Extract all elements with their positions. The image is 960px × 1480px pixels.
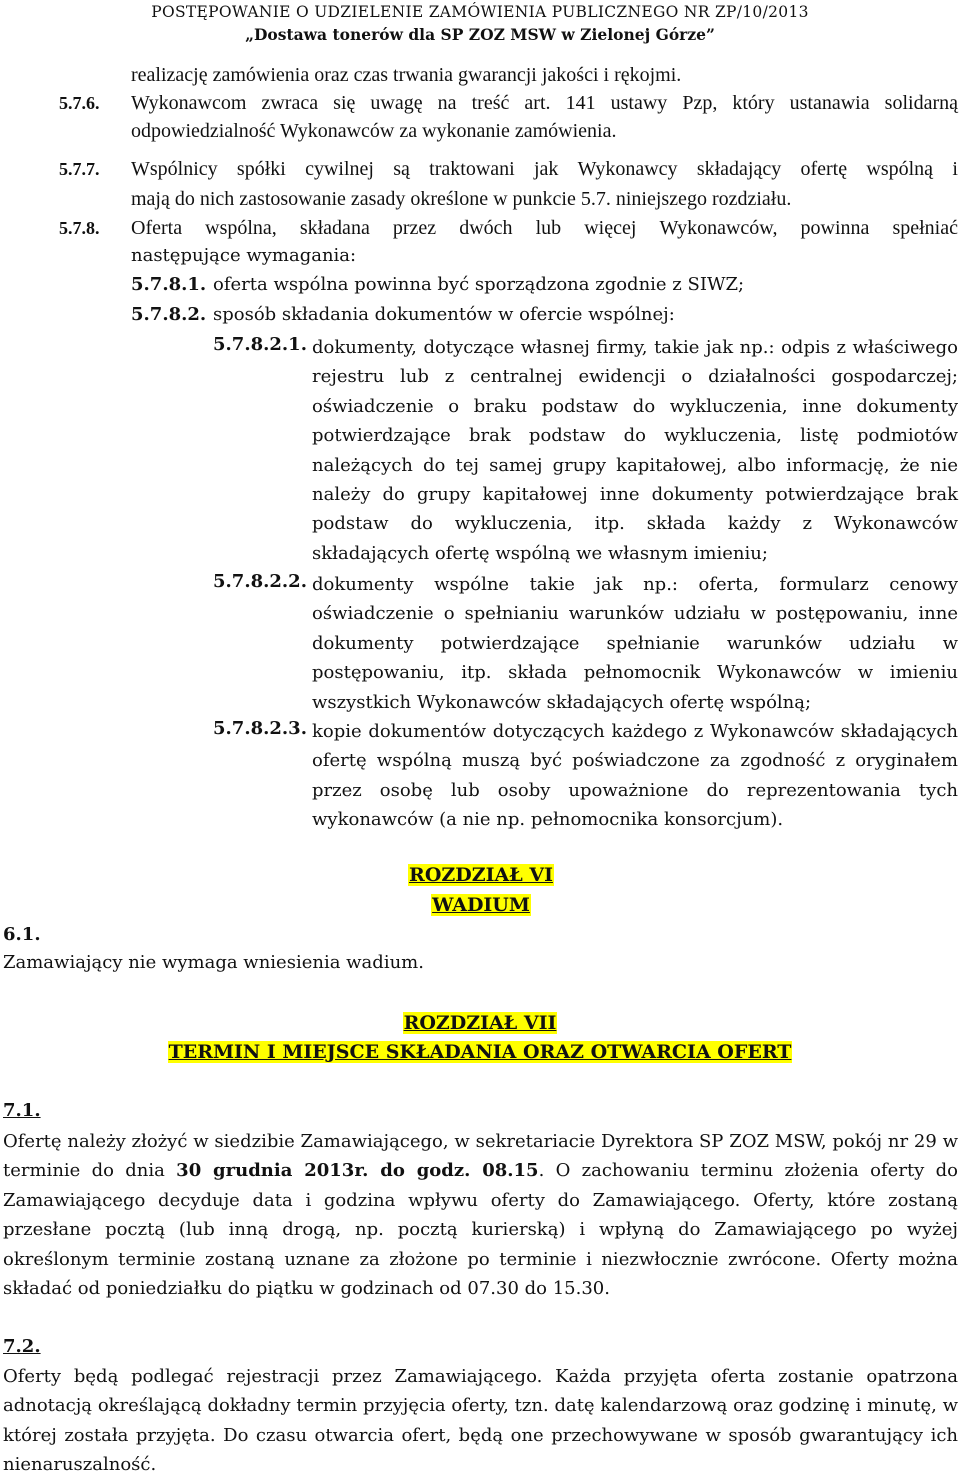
clause-5-7-8-2-1-number: 5.7.8.2.1.: [213, 334, 307, 355]
header-subtitle: „Dostawa tonerów dla SP ZOZ MSW w Zielonej Górze”: [245, 25, 715, 44]
clause-5-7-8-number: 5.7.8.: [59, 218, 100, 238]
section-7-1-text: [3, 1127, 958, 1303]
clause-5-7-8-2-number: 5.7.8.2.: [131, 304, 207, 325]
clause-5-7-8-2-3-text: kopie dokumentów dotyczących każdego z Wykonawców składających ofertę wspólną muszą być poświadczone za zgodność z oryginałem przez osobę lub osoby upoważnione do reprezentowania tych wykonawców (a nie np. pełnomocnika konsorcjum).: [312, 721, 958, 831]
chapter-7-subtitle-text: TERMIN I MIEJSCE SKŁADANIA ORAZ OTWARCIA OFERT: [168, 1041, 792, 1063]
clause-5-7-5-cont: realizację zamówienia oraz czas trwania gwarancji jakości i rękojmi.: [131, 64, 682, 86]
section-7-2-text: Oferty będą podlegać rejestracji przez Zamawiającego. Każda przyjęta oferta zostanie opatrzona adnotacją określającą dokładny termin przyjęcia oferty, tzn. datę kalendarzową oraz godzinę i minutę, w której została przyjęta. Do czasu otwarcia ofert, będą one przechowywane w sposób gwarantujący ich nienaruszalność.: [3, 1366, 958, 1476]
section-7-1-text-b: . O zachowaniu terminu złożenia oferty do Zamawiającego decyduje data i godzina wpływu oferty do Zamawiającego. Oferty, które zostaną przesłane pocztą (lub inną drogą, np. pocztą kurierską) i wpłyną do Zamawiającego po wyżej określonym terminie zostaną uznane za złożone po terminie i niezwłocznie zwrócone. Oferty można składać od poniedziałku do piątku w godzinach od 07.30 do 15.30.: [3, 1160, 958, 1300]
clause-5-7-8-line2: następujące wymagania:: [131, 245, 357, 266]
clause-5-7-8-2-3-number: 5.7.8.2.3.: [213, 718, 307, 739]
clause-5-7-8-1-number: 5.7.8.1.: [131, 274, 207, 295]
section-7-1-number: 7.1.: [3, 1100, 41, 1121]
chapter-6-title-text: ROZDZIAŁ VI: [409, 864, 553, 886]
clause-5-7-8-2-1-text: dokumenty, dotyczące własnej firmy, takie jak np.: odpis z właściwego rejestru lub z centralnej ewidencji o działalności gospodarczej; oświadczenie o braku podstaw do wykluczenia, inne dokumenty potwierdzające brak podstaw do wykluczenia, listę podmiotów należących do tej samej grupy kapitałowej, albo informację, że nie należy do grupy kapitałowej inne dokumenty potwierdzające brak podstaw do wykluczenia, itp. składa każdy z Wykonawców składających ofertę wspólną we własnym imieniu;: [312, 337, 958, 564]
clause-5-7-6-line2: odpowiedzialność Wykonawców za wykonanie zamówienia.: [131, 120, 617, 142]
clause-5-7-8-2-2-text: dokumenty wspólne takie jak np.: oferta, formularz cenowy oświadczenie o spełnianiu warunków udziału w postępowaniu, inne dokumenty potwierdzające spełnianie warunków udziału w postępowaniu, itp. składa pełnomocnik Wykonawców w imieniu wszystkich Wykonawców składających ofertę wspólną;: [312, 574, 958, 713]
chapter-7-title-text: ROZDZIAŁ VII: [403, 1012, 557, 1034]
chapter-6-title: [0, 864, 960, 886]
section-7-2-number: 7.2.: [3, 1336, 41, 1357]
clause-5-7-8-2-2-number: 5.7.8.2.2.: [213, 571, 307, 592]
clause-5-7-8-1-text: oferta wspólna powinna być sporządzona zgodnie z SIWZ;: [213, 274, 745, 295]
clause-5-7-8-line1: Oferta wspólna, składana przez dwóch lub więcej Wykonawców, powinna spełniać: [131, 217, 958, 239]
section-7-1-text-a: Ofertę należy złożyć w siedzibie Zamawiającego, w sekretariacie Dyrektora SP ZOZ MSW, pokój nr 29 w terminie do dnia: [3, 1131, 958, 1182]
clause-5-7-7-number: 5.7.7.: [59, 159, 100, 179]
submission-deadline: 30 grudnia 2013r. do godz. 08.15: [176, 1160, 539, 1182]
clause-5-7-7-line1: Wspólnicy spółki cywilnej są traktowani jak Wykonawcy składający ofertę wspólną i: [131, 158, 958, 180]
chapter-7-subtitle: [0, 1041, 960, 1063]
clause-5-7-7-line2: mają do nich zastosowanie zasady określone w punkcie 5.7. niniejszego rozdziału.: [131, 188, 792, 210]
chapter-6-subtitle: [0, 894, 960, 916]
chapter-6-subtitle-text: WADIUM: [432, 894, 530, 916]
clause-5-7-6-line1: Wykonawcom zwraca się uwagę na treść art. 141 ustawy Pzp, który ustanawia solidarną: [131, 92, 958, 114]
clause-5-7-8-2-text: sposób składania dokumentów w ofercie wspólnej:: [213, 304, 675, 325]
clause-5-7-6-number: 5.7.6.: [59, 93, 100, 113]
header-title: POSTĘPOWANIE O UDZIELENIE ZAMÓWIENIA PUBLICZNEGO NR ZP/10/2013: [151, 3, 809, 21]
chapter-7-title: [0, 1012, 960, 1034]
section-6-1-text: Zamawiający nie wymaga wniesienia wadium.: [3, 952, 424, 973]
section-6-1-number: 6.1.: [3, 924, 41, 945]
